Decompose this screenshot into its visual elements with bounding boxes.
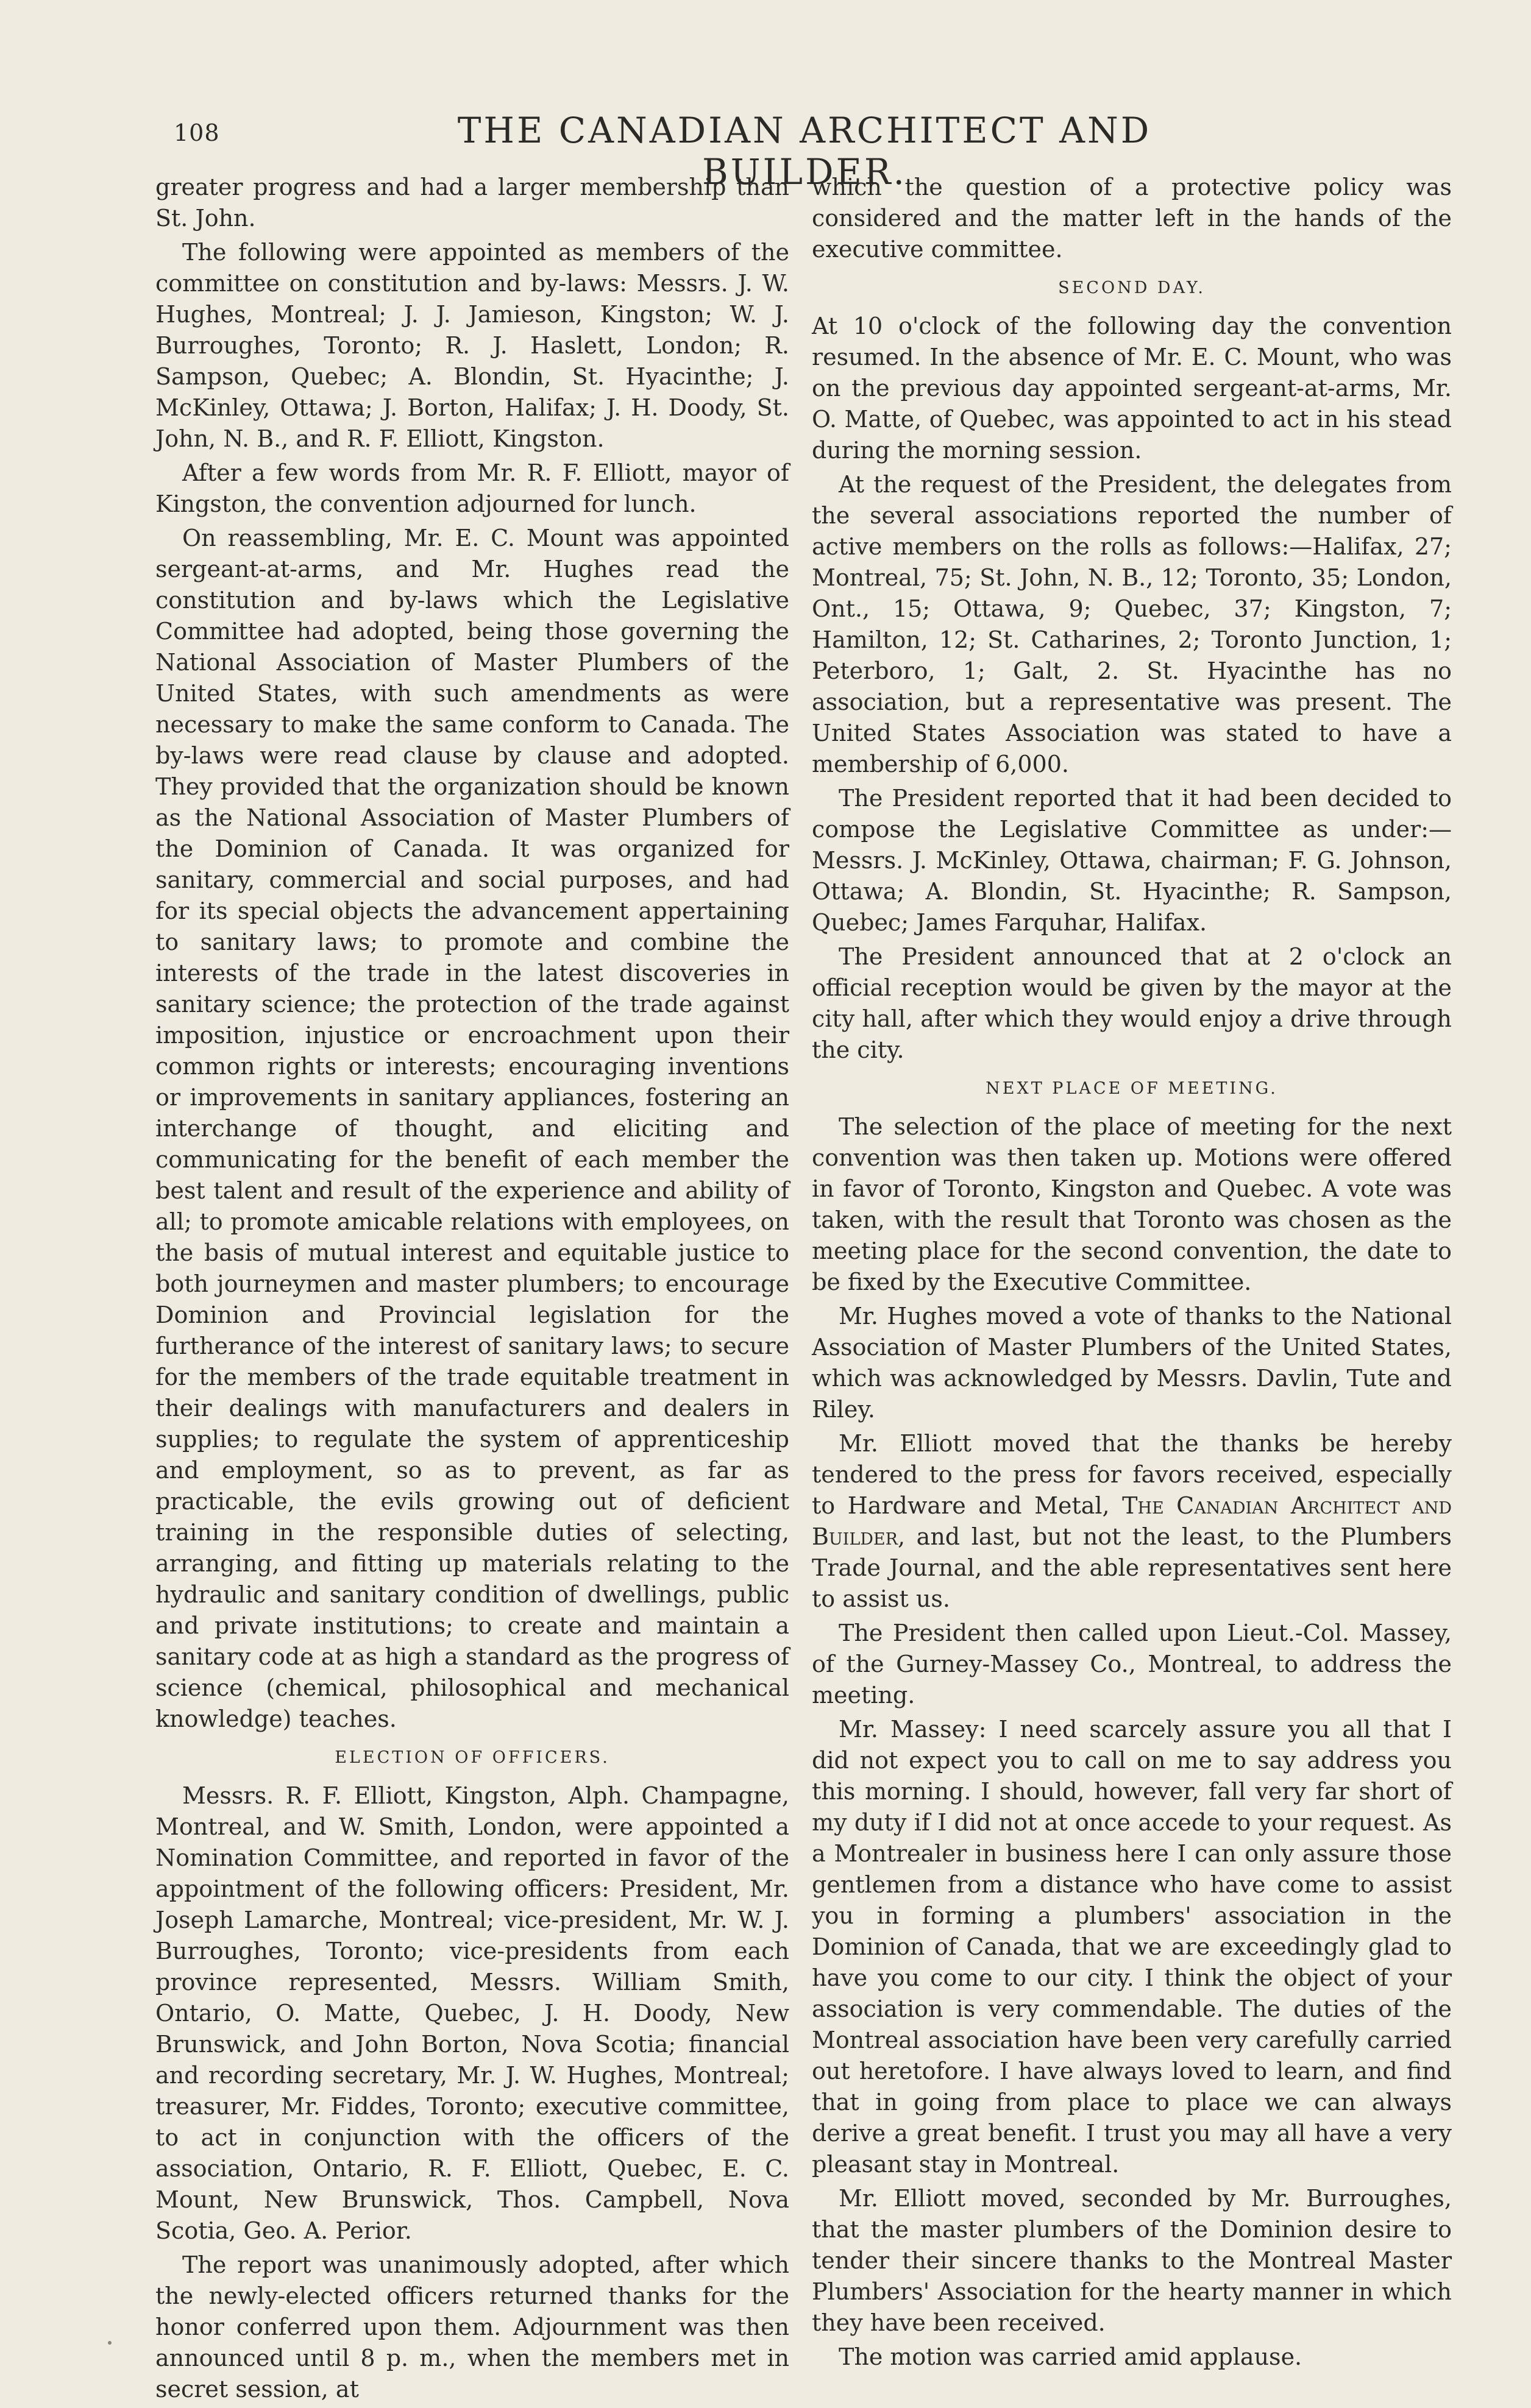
left-column (155, 172, 789, 2408)
journal-title: THE CANADIAN ARCHITECT AND BUILDER. (457, 110, 1152, 193)
journal-name: The Canadian Architect and Builder (812, 1492, 1452, 1550)
paragraph: Messrs. R. F. Elliott, Kingston, Alph. Champagne, Montreal, and W. Smith, London, were appointed a Nomination Committee, and reported in favor of the appointment of the following officers: President, Mr. Joseph Lamarche, Montreal; vice-president, Mr. W. J. Burroughes, Toronto; vice-presidents from each province represented, Messrs. William Smith, Ontario, O. Matte, Quebec, J. H. Doody, New Brunswick, and John Borton, Nova Scotia; financial and recording secretary, Mr. J. W. Hughes, Montreal; treasurer, Mr. Fiddes, Toronto; executive committee, to act in conjunction with the officers of the association, Ontario, R. F. Elliott, Quebec, E. C. Mount, New Brunswick, Thos. Campbell, Nova Scotia, Geo. A. Perior. (155, 1782, 789, 2244)
section-heading: SECOND DAY. (1058, 278, 1206, 297)
paragraph: Mr. Hughes moved a vote of thanks to the National Association of Master Plumbers of the United States, which was acknowledged by Messrs. Davlin, Tute and Riley. (812, 1303, 1452, 1423)
paragraph: The President announced that at 2 o'clock an official reception would be given by the mayor at the city hall, after which they would enjoy a drive through the city. (812, 943, 1452, 1063)
paragraph: After a few words from Mr. R. F. Elliott, mayor of Kingston, the convention adjourned for lunch. (155, 459, 789, 517)
text-run: Mr. Elliott moved that the thanks be hereby tendered to the press for favors received, especially to Hardware and Metal, (812, 1430, 1452, 1519)
paragraph: The selection of the place of meeting for the next convention was then taken up. Motions were offered in favor of Toronto, Kingston and Quebec. A vote was taken, with the result that Toronto was chosen as the meeting place for the second convention, the date to be fixed by the Executive Committee. (812, 1113, 1452, 1295)
section-heading: ELECTION OF OFFICERS. (335, 1748, 610, 1767)
paragraph (812, 1428, 1452, 1615)
paragraph: Mr. Elliott moved, seconded by Mr. Burroughes, that the master plumbers of the Dominion desire to tender their sincere thanks to the Montreal Master Plumbers' Association for the hearty manner in which they have been received. (812, 2185, 1452, 2336)
right-column (812, 172, 1452, 2376)
paragraph: The President then called upon Lieut.-Col. Massey, of the Gurney-Massey Co., Montreal, to address the meeting. (812, 1620, 1452, 1709)
paragraph: The President reported that it had been decided to compose the Legislative Committee as under:—Messrs. J. McKinley, Ottawa, chairman; F. G. Johnson, Ottawa; A. Blondin, St. Hyacinthe; R. Sampson, Quebec; James Farquhar, Halifax. (812, 785, 1452, 936)
paragraph: Mr. Massey: I need scarcely assure you all that I did not expect you to call on me to say address you this morning. I should, however, fall very far short of my duty if I did not at once accede to your request. As a Montrealer in business here I can only assure those gentlemen from a distance who have come to assist you in forming a plumbers' association in the Dominion of Canada, that we are exceedingly glad to have you come to our city. I think the object of your association is very commendable. The duties of the Montreal association have been very carefully carried out heretofore. I have always loved to learn, and find that in going from place to place we can always derive a great benefit. I trust you may all have a very pleasant stay in Montreal. (812, 1716, 1452, 2178)
paragraph: The report was unanimously adopted, after which the newly-elected officers returned thanks for the honor conferred upon them. Adjournment was then announced until 8 p. m., when the members met in secret session, at (155, 2251, 789, 2403)
paragraph: which the question of a protective policy was considered and the matter left in the hands of the executive committee. (812, 174, 1452, 263)
paragraph: greater progress and had a larger membership than St. John. (155, 174, 789, 232)
paragraph: On reassembling, Mr. E. C. Mount was appointed sergeant-at-arms, and Mr. Hughes read the constitution and by-laws which the Legislative Committee had adopted, being those governing the National Association of Master Plumbers of the United States, with such amendments as were necessary to make the same conform to Canada. The by-laws were read clause by clause and adopted. They provided that the organization should be known as the National Association of Master Plumbers of the Dominion of Canada. It was organized for sanitary, commercial and social purposes, and had for its special objects the advancement appertaining to sanitary laws; to promote and combine the interests of the trade in the latest discoveries in sanitary science; the protection of the trade against imposition, injustice or encroachment upon their common rights or interests; encouraging inventions or improvements in sanitary appliances, fostering an interchange of thought, and eliciting and communicating for the benefit of each member the best talent and result of the experience and ability of all; to promote amicable relations with employees, on the basis of mutual interest and equitable justice to both journeymen and master plumbers; to encourage Dominion and Provincial legislation for the furtherance of the interest of sanitary laws; to secure for the members of the trade equitable treatment in their dealings with manufacturers and dealers in supplies; to regulate the system of apprenticeship and employment, so as to prevent, as far as practicable, the evils growing out of deficient training in the responsible duties of selecting, arranging, and fitting up materials relating to the hydraulic and sanitary condition of dwellings, public and private institutions; to create and maintain a sanitary code at as high a standard as the progress of science (chemical, philosophical and mechanical knowledge) teaches. (155, 525, 789, 1732)
paragraph: The following were appointed as members of the committee on constitution and by-laws: Messrs. J. W. Hughes, Montreal; J. J. Jamieson, Kingston; W. J. Burroughes, Toronto; R. J. Haslett, London; R. Sampson, Quebec; A. Blondin, St. Hyacinthe; J. McKinley, Ottawa; J. Borton, Halifax; J. H. Doody, St. John, N. B., and R. F. Elliott, Kingston. (155, 239, 789, 452)
paragraph: At 10 o'clock of the following day the convention resumed. In the absence of Mr. E. C. Mount, who was on the previous day appointed sergeant-at-arms, Mr. O. Matte, of Quebec, was appointed to act in his stead during the morning session. (812, 313, 1452, 464)
page-speck (108, 2341, 112, 2345)
section-heading: NEXT PLACE OF MEETING. (986, 1079, 1278, 1098)
paragraph: The motion was carried amid applause. (839, 2343, 1302, 2370)
page-number: 108 (174, 119, 220, 146)
paragraph: At the request of the President, the delegates from the several associations reported the number of active members on the rolls as follows:—Halifax, 27; Montreal, 75; St. John, N. B., 12; Toronto, 35; London, Ont., 15; Ottawa, 9; Quebec, 37; Kingston, 7; Hamilton, 12; St. Catharines, 2; Toronto Junction, 1; Peterboro, 1; Galt, 2. St. Hyacinthe has no association, but a representative was present. The United States Association was stated to have a membership of 6,000. (812, 471, 1452, 777)
text-run: , and last, but not the least, to the Plumbers Trade Journal, and the able representatives sent here to assist us. (812, 1523, 1452, 1612)
